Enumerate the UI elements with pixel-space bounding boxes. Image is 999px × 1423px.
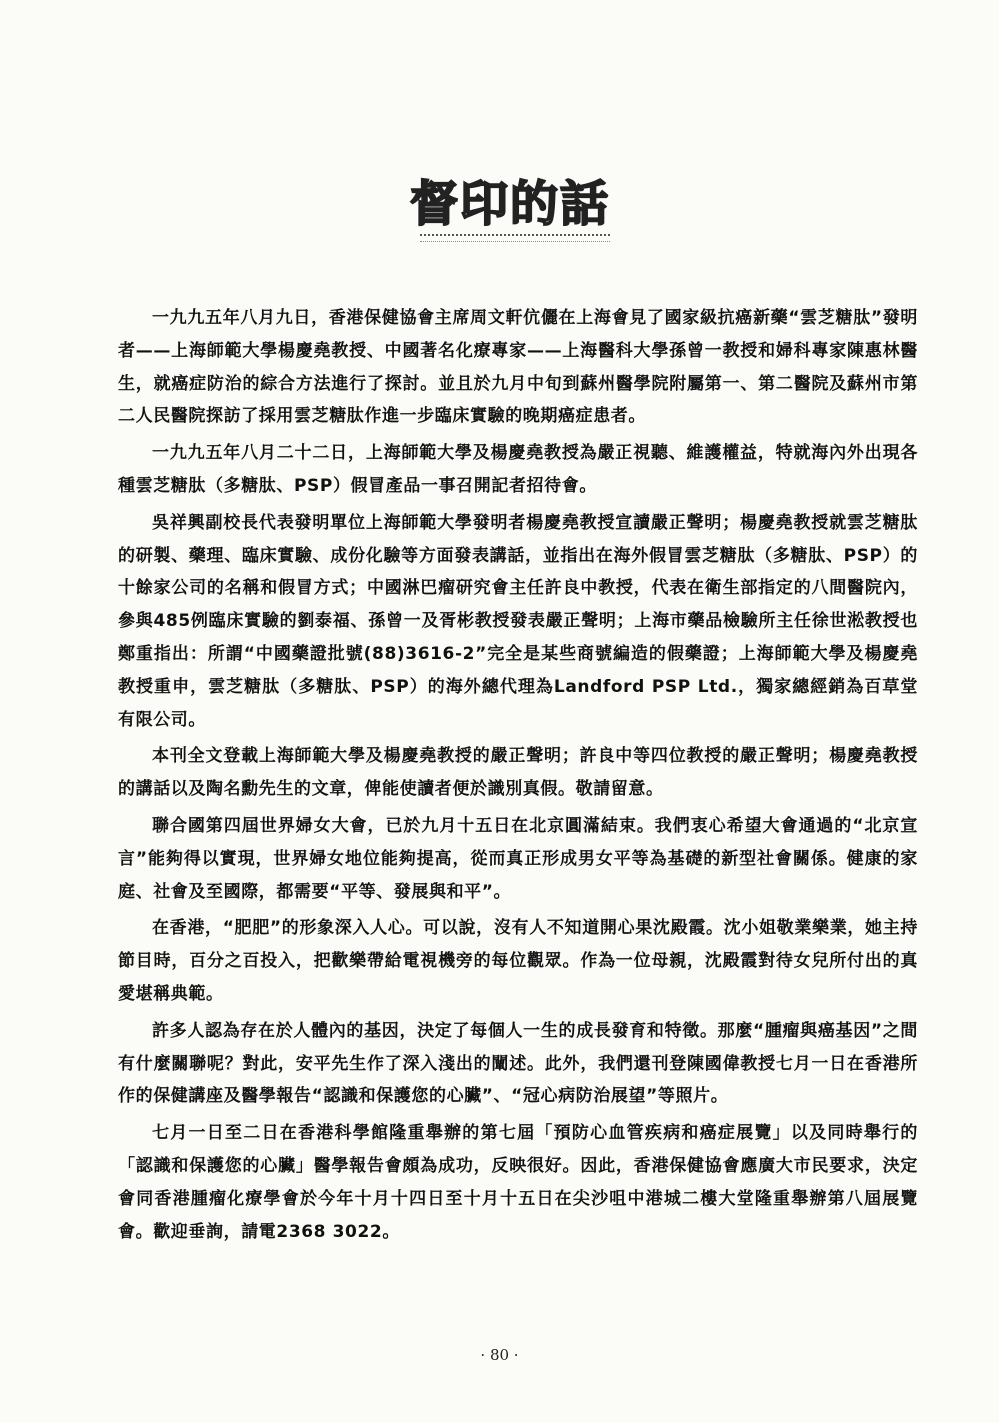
page-number: · 80 ·	[480, 1346, 519, 1364]
paragraph-5: 聯合國第四屆世界婦女大會，已於九月十五日在北京圓滿結束。我們衷心希望大會通過的“北京宣言”能夠得以實現，世界婦女地位能夠提高，從而真正形成男女平等為基礎的新型社會關係。健康的家庭、社會及至國際，都需要“平等、發展與和平”。	[118, 815, 918, 902]
paragraph-2: 一九九五年八月二十二日，上海師範大學及楊慶堯教授為嚴正視聽、維護權益，特就海內外出現各種雲芝糖肽（多糖肽、PSP）假冒產品一事召開記者招待會。	[118, 443, 918, 496]
page-title: 督印的話	[409, 176, 610, 232]
paragraph-6: 在香港，“肥肥”的形象深入人心。可以說，沒有人不知道開心果沈殿霞。沈小姐敬業樂業，她主持節目時，百分之百投入，把歡樂帶給電視機旁的每位觀眾。作為一位母親，沈殿霞對待女兒所付出的真愛堪稱典範。	[118, 918, 918, 1004]
paragraph-8: 七月一日至二日在香港科學館隆重舉辦的第七屆「預防心血管疾病和癌症展覽」以及同時舉行的「認識和保護您的心臟」醫學報告會頗為成功，反映很好。因此，香港保健協會應廣大市民要求，決定會同香港腫瘤化療學會於今年十月十四日至十月十五日在尖沙咀中港城二樓大堂隆重舉辦第八屆展覽會。歡迎垂詢，請電2368 3022。	[118, 1123, 918, 1242]
article-body	[118, 302, 918, 1252]
paragraph-7: 許多人認為存在於人體內的基因，決定了每個人一生的成長發育和特徵。那麼“腫瘤與癌基因”之間有什麼關聯呢？對此，安平先生作了深入淺出的闡述。此外，我們還刊登陳國偉教授七月一日在香港所作的保健講座及醫學報告“認識和保護您的心臟”、“冠心病防治展望”等照片。	[118, 1020, 918, 1107]
paragraph-4: 本刊全文登載上海師範大學及楊慶堯教授的嚴正聲明；許良中等四位教授的嚴正聲明；楊慶堯教授的講話以及陶名勳先生的文章，俾能使讀者便於識別真假。敬請留意。	[118, 746, 918, 800]
paragraph-1: 一九九五年八月九日，香港保健協會主席周文軒伉儷在上海會見了國家級抗癌新藥“雲芝糖肽”發明者——上海師範大學楊慶堯教授、中國著名化療專家——上海醫科大學孫曾一教授和婦科專家陳惠林醫生，就癌症防治的綜合方法進行了探討。並且於九月中旬到蘇州醫學院附屬第一、第二醫院及蘇州市第二人民醫院探訪了採用雲芝糖肽作進一步臨床實驗的晚期癌症患者。	[118, 308, 918, 427]
paragraph-3: 吳祥興副校長代表發明單位上海師範大學發明者楊慶堯教授宣讀嚴正聲明；楊慶堯教授就雲芝糖肽的研製、藥理、臨床實驗、成份化驗等方面發表講話，並指出在海外假冒雲芝糖肽（多糖肽、PSP）的十餘家公司的名稱和假冒方式；中國淋巴瘤研究會主任許良中教授，代表在衛生部指定的八間醫院內，參與485例臨床實驗的劉泰福、孫曾一及胥彬教授發表嚴正聲明；上海市藥品檢驗所主任徐世淞教授也鄭重指出：所謂“中國藥證批號(88)3616-2”完全是某些商號編造的假藥證；上海師範大學及楊慶堯教授重申，雲芝糖肽（多糖肽、PSP）的海外總代理為Landford PSP Ltd.，獨家總經銷為百草堂有限公司。	[118, 512, 918, 730]
title-underline	[420, 234, 610, 242]
